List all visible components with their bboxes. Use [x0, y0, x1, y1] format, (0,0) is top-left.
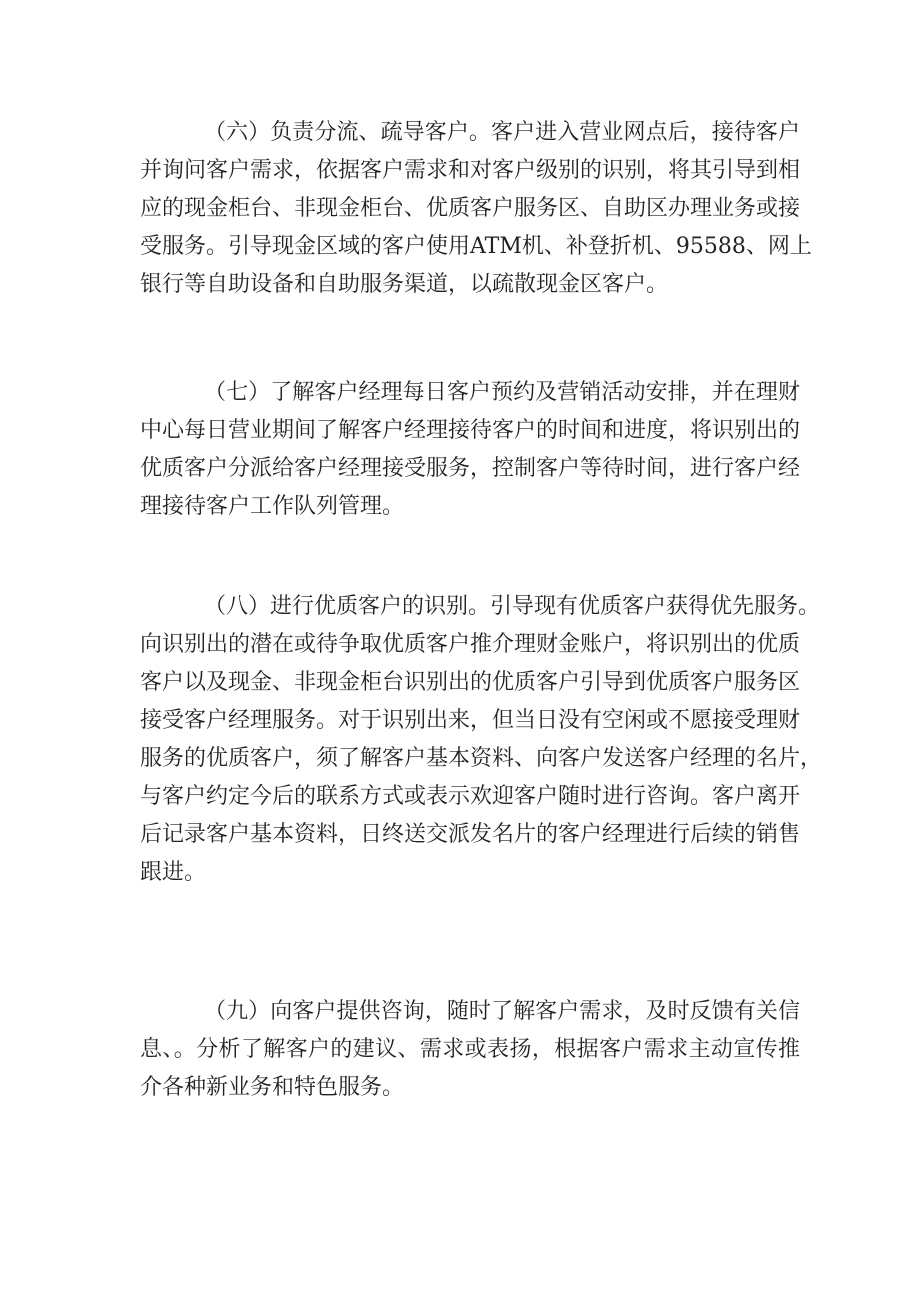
paragraph-line: 介各种新业务和特色服务。: [140, 1075, 405, 1100]
paragraph-line: 客户以及现金、非现金柜台识别出的优质客户引导到优质客户服务区: [140, 670, 801, 695]
paragraph-line: 中心每日营业期间了解客户经理接待客户的时间和进度，将识别出的: [140, 418, 801, 443]
paragraph-line: 应的现金柜台、非现金柜台、优质客户服务区、自助区办理业务或接: [140, 196, 801, 221]
paragraph-line: 息、。分析了解客户的建议、需求或表扬，根据客户需求主动宣传推: [140, 1037, 800, 1062]
paragraph-line: （九）向客户提供咨询，随时了解客户需求，及时反馈有关信: [204, 999, 800, 1024]
paragraph-line: 与客户约定今后的联系方式或表示欢迎客户随时进行咨询。客户离开: [140, 784, 801, 809]
paragraph-line: （八）进行优质客户的识别。引导现有优质客户获得优先服务。: [204, 594, 821, 619]
paragraph-line: 优质客户分派给客户经理接受服务，控制客户等待时间，进行客户经: [140, 456, 801, 481]
paragraph-9: [140, 993, 800, 1107]
paragraph-line: 后记录客户基本资料，日终送交派发名片的客户经理进行后续的销售: [140, 822, 801, 847]
paragraph-line: 服务的优质客户，须了解客户基本资料、向客户发送客户经理的名片，: [140, 746, 823, 771]
paragraph-line: 接受客户经理服务。对于识别出来，但当日没有空闲或不愿接受理财: [140, 708, 801, 733]
paragraph-7: [140, 374, 800, 526]
paragraph-line: 向识别出的潜在或待争取优质客户推介理财金账户，将识别出的优质: [140, 632, 801, 657]
paragraph-line: 跟进。: [140, 860, 207, 885]
paragraph-line: （六）负责分流、疏导客户。客户进入营业网点后，接待客户: [204, 120, 800, 145]
paragraph-6: [140, 114, 812, 304]
paragraph-line: （七）了解客户经理每日客户预约及营销活动安排，并在理财: [204, 380, 800, 405]
paragraph-line: 并询问客户需求，依据客户需求和对客户级别的识别，将其引导到相: [140, 158, 801, 183]
paragraph-8: [140, 588, 823, 892]
paragraph-line: 受服务。引导现金区域的客户使用ATM机、补登折机、95588、网上: [140, 234, 812, 259]
paragraph-line: 理接待客户工作队列管理。: [140, 494, 405, 519]
paragraph-line: 银行等自助设备和自助服务渠道，以疏散现金区客户。: [140, 272, 669, 297]
